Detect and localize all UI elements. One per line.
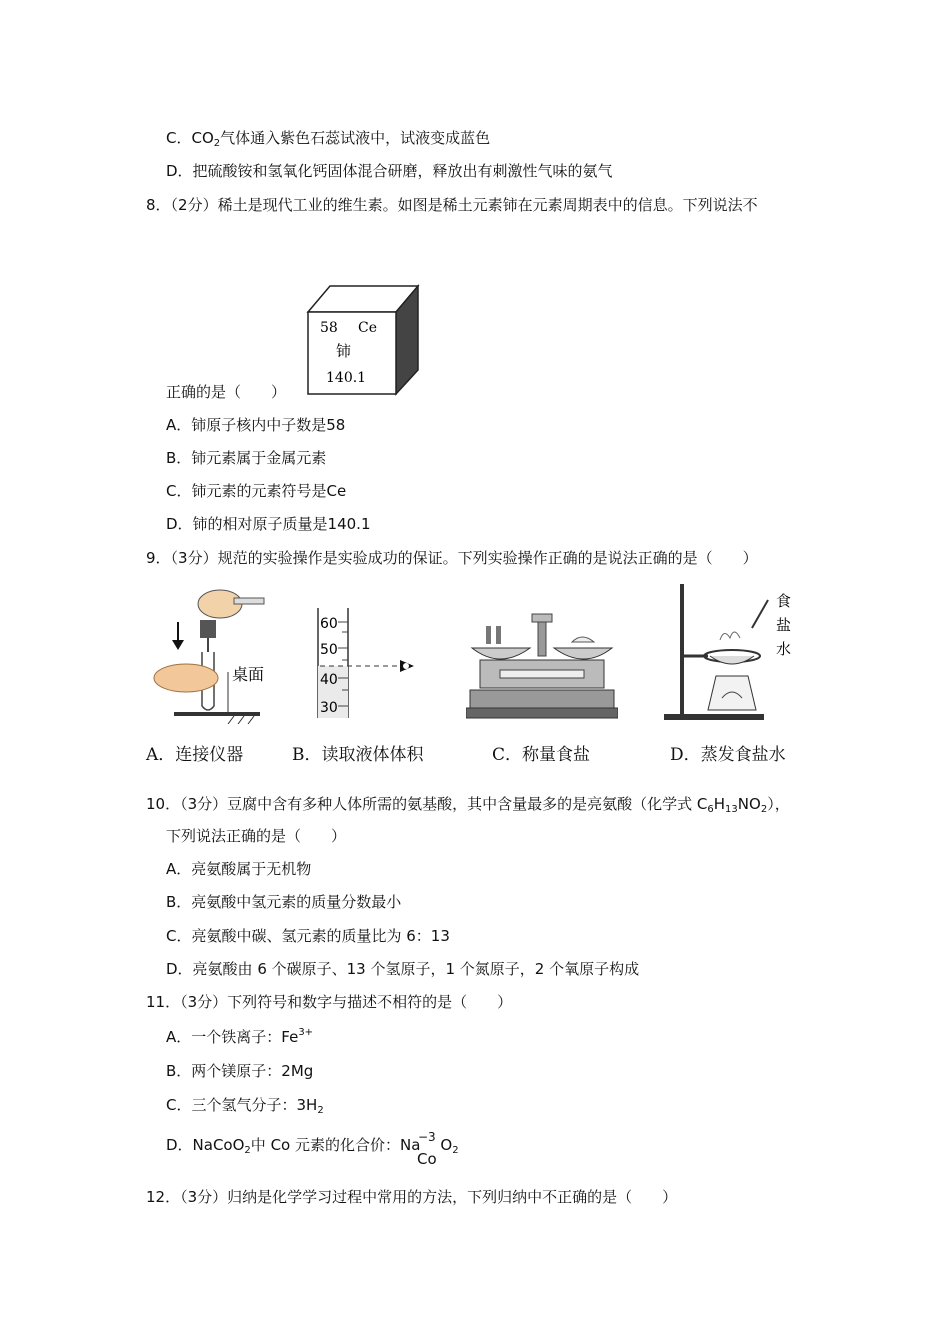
q11-option-a: A．一个铁离子：$Fe^{3+}$	[166, 1027, 314, 1046]
fig-d-caption: D．蒸发食盐水	[670, 745, 786, 765]
fig-a-label: 桌面	[232, 665, 265, 684]
fig-c-caption: C．称量食盐	[492, 745, 591, 765]
element-mass: 140.1	[326, 370, 367, 386]
q8-option-a: A．铈原子核内中子数是58	[166, 416, 346, 434]
fig-c-weigh-salt	[466, 612, 618, 722]
svg-text:60: 60	[320, 616, 338, 632]
q10-option-a: A．亮氨酸属于无机物	[166, 860, 312, 878]
q10-option-c: C．亮氨酸中碳、氢元素的质量比为 6：13	[166, 927, 450, 945]
q8-option-b: B．铈元素属于金属元素	[166, 449, 327, 467]
svg-text:水: 水	[776, 640, 792, 658]
q11-option-d: D．NaCoO$_2$中 Co 元素的化合价：Na $O_2$	[166, 1136, 459, 1156]
q10-option-b: B．亮氨酸中氢元素的质量分数最小	[166, 893, 402, 911]
fig-d-evaporate	[660, 580, 800, 722]
q10-stem-cont: 下列说法正确的是（ ）	[166, 827, 347, 845]
q8-option-c: C．铈元素的元素符号是Ce	[166, 482, 347, 500]
svg-text:50: 50	[320, 642, 338, 658]
q8-stem: 8．（2分）稀土是现代工业的维生素。如图是稀土元素铈在元素周期表中的信息。下列说法不	[146, 196, 758, 214]
q9-stem: 9．（3分）规范的实验操作是实验成功的保证。下列实验操作正确的是说法正确的是（ ）	[146, 549, 758, 567]
svg-text:30: 30	[320, 700, 338, 716]
q7-option-d: D．把硫酸铵和氢氧化钙固体混合研磨，释放出有刺激性气味的氨气	[166, 162, 613, 180]
q12-stem: 12．（3分）归纳是化学学习过程中常用的方法，下列归纳中不正确的是（ ）	[146, 1188, 678, 1206]
element-name: 铈	[336, 342, 352, 360]
q11-option-c: C．三个氢气分子：$3H_2$	[166, 1096, 324, 1116]
element-cell-figure	[300, 282, 425, 397]
fig-a-connect-apparatus	[148, 582, 278, 724]
q8-stem-cont: 正确的是（ ）	[166, 383, 287, 401]
element-symbol: Ce	[358, 320, 377, 336]
q10-option-d: D．亮氨酸由 6 个碳原子、13 个氢原子，1 个氮原子，2 个氧原子构成	[166, 960, 640, 978]
svg-text:40: 40	[320, 672, 338, 688]
fig-b-read-volume	[300, 604, 430, 722]
fig-a-caption: A．连接仪器	[146, 745, 244, 765]
svg-text:食: 食	[776, 592, 792, 610]
q11-cobalt-symbol: Co	[417, 1150, 437, 1168]
fig-b-caption: B．读取液体体积	[292, 745, 424, 765]
q8-option-d: D．铈的相对原子质量是140.1	[166, 515, 371, 533]
q11-option-b: B．两个镁原子：2Mg	[166, 1062, 314, 1080]
svg-text:盐: 盐	[776, 616, 792, 634]
q11-stem: 11．（3分）下列符号和数字与描述不相符的是（ ）	[146, 993, 513, 1011]
element-number: 58	[320, 320, 338, 336]
q10-stem: 10．（3分）豆腐中含有多种人体所需的氨基酸，其中含量最多的是亮氨酸（化学式 $C_6H_{13}NO_2$），	[146, 795, 790, 815]
q11-valence-mark: −3	[418, 1130, 436, 1144]
q7-option-c: C．$CO_2$气体通入紫色石蕊试液中，试液变成蓝色	[166, 129, 491, 149]
